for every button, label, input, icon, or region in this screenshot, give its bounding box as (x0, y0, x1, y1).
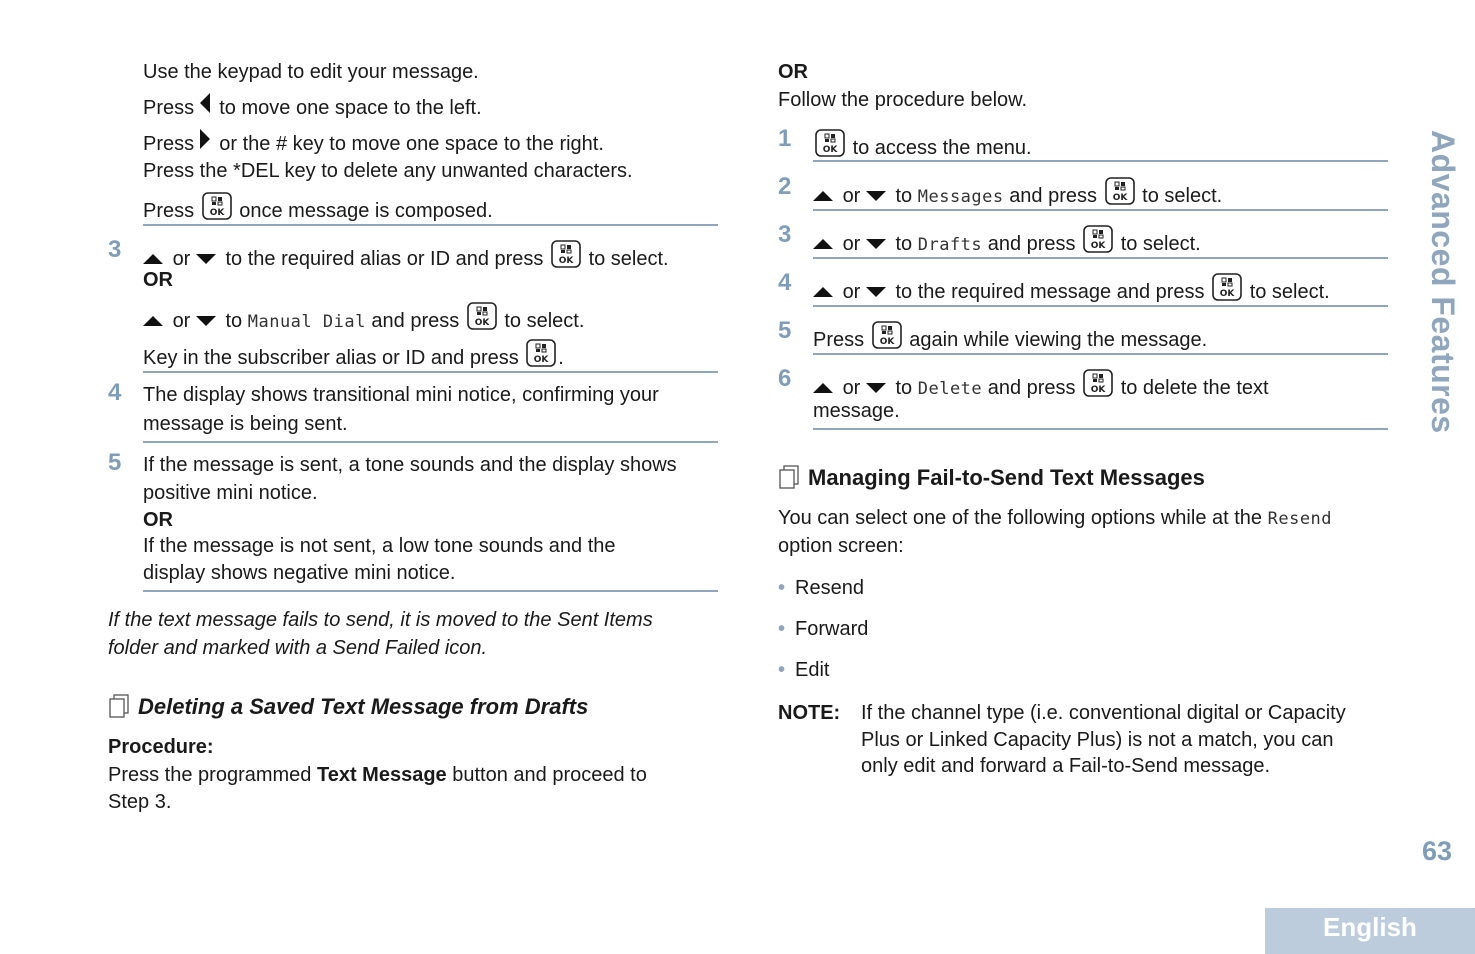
step4-line-1: The display shows transitional mini notice, confirming your (143, 384, 659, 406)
divider (813, 257, 1388, 259)
managing-line-2: option screen: (778, 535, 904, 557)
intro-line-1: Use the keypad to edit your message. (143, 61, 479, 83)
right-step1-text: to access the menu. (852, 137, 1032, 159)
bullet-icon: • (778, 577, 786, 599)
down-arrow-icon (866, 383, 886, 393)
step5-line-3: If the message is not sent, a low tone sounds and the (143, 535, 616, 557)
step-number: 3 (108, 236, 122, 263)
divider (143, 590, 718, 592)
ok-button-icon (526, 339, 556, 367)
right-step5 (813, 321, 1207, 352)
procedure-text-c: button and proceed to (452, 764, 647, 786)
list-item (778, 658, 829, 682)
chapter-side-title: Advanced Features (1425, 130, 1461, 434)
menu-item-resend: Resend (1267, 509, 1333, 529)
note-text-2: Plus or Linked Capacity Plus) is not a match, you can (861, 729, 1334, 751)
managing-line-1 (778, 506, 1332, 531)
list-item-text: Edit (795, 659, 830, 681)
step3-text-or: or (172, 248, 191, 270)
right-step4-or: or (842, 281, 861, 303)
procedure-line-1 (108, 763, 647, 787)
intro-line-4: Press the *DEL key to delete any unwanted characters. (143, 160, 633, 182)
managing-text: You can select one of the following options while at the (778, 507, 1263, 529)
menu-item-manual-dial: Manual Dial (247, 312, 366, 332)
right-step1 (813, 129, 1032, 160)
step4-line-2: message is being sent. (143, 413, 348, 435)
right-step4 (813, 273, 1330, 304)
right-step5-text: again while viewing the message. (909, 329, 1208, 351)
up-arrow-icon (813, 383, 833, 393)
ok-button-icon (815, 129, 845, 157)
intro-line-2-text-a: Press (143, 97, 195, 119)
intro-line-3-text-a: Press (143, 133, 195, 155)
step3-l2-select: to select. (504, 310, 585, 332)
right-step2-select: to select. (1142, 185, 1223, 207)
step5-line-1: If the message is sent, a tone sounds and the display shows (143, 454, 677, 476)
menu-item-delete: Delete (917, 379, 983, 399)
right-step6-line-2: message. (813, 400, 900, 422)
ok-button-icon (202, 192, 232, 220)
bullet-icon: • (778, 618, 786, 640)
ok-button-icon (1212, 273, 1242, 301)
ok-button-icon (467, 302, 497, 330)
list-item (778, 576, 864, 600)
right-step3 (813, 225, 1201, 257)
step3-line-3 (143, 339, 564, 370)
note-line-1: If the text message fails to send, it is moved to the Sent Items (108, 609, 653, 631)
step-number: 2 (778, 173, 792, 200)
procedure-line-2: Step 3. (108, 791, 172, 813)
bullet-icon: • (778, 659, 786, 681)
section-icon (108, 694, 130, 718)
step3-line-2 (143, 302, 584, 334)
list-item-text: Forward (795, 618, 869, 640)
intro-line-2 (143, 93, 482, 120)
intro-line-5 (143, 192, 493, 223)
section-heading-managing (778, 465, 1205, 491)
step-number: 6 (778, 365, 792, 392)
divider (143, 441, 718, 443)
right-step6-or: or (842, 377, 861, 399)
divider (813, 160, 1388, 162)
right-step4-text: to the required message and press (895, 281, 1205, 303)
note-text-3: only edit and forward a Fail-to-Send message. (861, 755, 1271, 777)
intro-line-5-text-b: once message is composed. (239, 200, 493, 222)
intro-line-3-text-b: or the # key to move one space to the right. (219, 133, 604, 155)
up-arrow-icon (143, 316, 163, 326)
left-arrow-icon (200, 93, 210, 113)
ok-button-icon (872, 321, 902, 349)
right-step3-select: to select. (1120, 233, 1201, 255)
right-step3-press: and press (987, 233, 1076, 255)
divider (813, 428, 1388, 430)
step-number: 4 (778, 269, 792, 296)
step5-or: OR (143, 509, 173, 531)
language-tab: English (1265, 908, 1475, 954)
step3-l3-text: Key in the subscriber alias or ID and press (143, 347, 519, 369)
right-step2-press: and press (1009, 185, 1098, 207)
ok-button-icon (1083, 369, 1113, 397)
up-arrow-icon (813, 239, 833, 249)
right-step5-press: Press (813, 329, 865, 351)
step5-line-2: positive mini notice. (143, 482, 318, 504)
right-step6 (813, 369, 1269, 401)
down-arrow-icon (866, 191, 886, 201)
intro-line-3 (143, 129, 604, 156)
step-number: 4 (108, 379, 122, 406)
divider (143, 224, 718, 226)
menu-item-drafts: Drafts (917, 235, 983, 255)
note-label: NOTE: (778, 702, 841, 724)
step3-or: OR (143, 269, 173, 291)
right-step2 (813, 177, 1222, 209)
right-arrow-icon (200, 129, 210, 149)
step-number: 5 (108, 449, 122, 476)
step3-text-c: to select. (588, 248, 669, 270)
list-item-text: Resend (795, 577, 864, 599)
divider (143, 371, 718, 373)
section-title: Deleting a Saved Text Message from Drafts (138, 694, 589, 719)
up-arrow-icon (813, 191, 833, 201)
step3-l3-period: . (558, 347, 564, 369)
note-line-2: folder and marked with a Send Failed icon. (108, 637, 488, 659)
down-arrow-icon (196, 316, 216, 326)
step3-l2-press: and press (371, 310, 460, 332)
intro-line-5-text-a: Press (143, 200, 195, 222)
down-arrow-icon (866, 287, 886, 297)
step3-l2-to: to (225, 310, 243, 332)
right-step6-text: to delete the text (1120, 377, 1269, 399)
right-step6-to: to (895, 377, 913, 399)
right-step4-select: to select. (1249, 281, 1330, 303)
step-number: 5 (778, 317, 792, 344)
divider (813, 305, 1388, 307)
section-icon (778, 465, 800, 489)
up-arrow-icon (813, 287, 833, 297)
divider (813, 209, 1388, 211)
menu-item-messages: Messages (917, 187, 1004, 207)
right-step2-to: to (895, 185, 913, 207)
list-item (778, 617, 868, 641)
divider (813, 353, 1388, 355)
step5-line-4: display shows negative mini notice. (143, 562, 456, 584)
procedure-text-bold: Text Message (316, 764, 447, 786)
step-number: 1 (778, 125, 792, 152)
right-step2-or: or (842, 185, 861, 207)
right-step6-press: and press (987, 377, 1076, 399)
section-heading-deleting (108, 694, 588, 720)
ok-button-icon (1083, 225, 1113, 253)
step3-line-1 (143, 240, 669, 271)
step-number: 3 (778, 221, 792, 248)
up-arrow-icon (143, 254, 163, 264)
procedure-text-a: Press the programmed (108, 764, 312, 786)
section-title: Managing Fail-to-Send Text Messages (808, 465, 1205, 490)
right-or: OR (778, 61, 808, 83)
ok-button-icon (1105, 177, 1135, 205)
step3-l2-or: or (172, 310, 191, 332)
right-step3-to: to (895, 233, 913, 255)
step3-text-b: to the required alias or ID and press (225, 248, 544, 270)
ok-button-icon (551, 240, 581, 268)
procedure-label: Procedure: (108, 736, 214, 758)
note-text-1: If the channel type (i.e. conventional digital or Capacity (861, 702, 1346, 724)
right-step3-or: or (842, 233, 861, 255)
page-number: 63 (1422, 836, 1453, 866)
down-arrow-icon (866, 239, 886, 249)
intro-line-2-text-b: to move one space to the left. (219, 97, 482, 119)
down-arrow-icon (196, 254, 216, 264)
follow-procedure: Follow the procedure below. (778, 89, 1028, 111)
